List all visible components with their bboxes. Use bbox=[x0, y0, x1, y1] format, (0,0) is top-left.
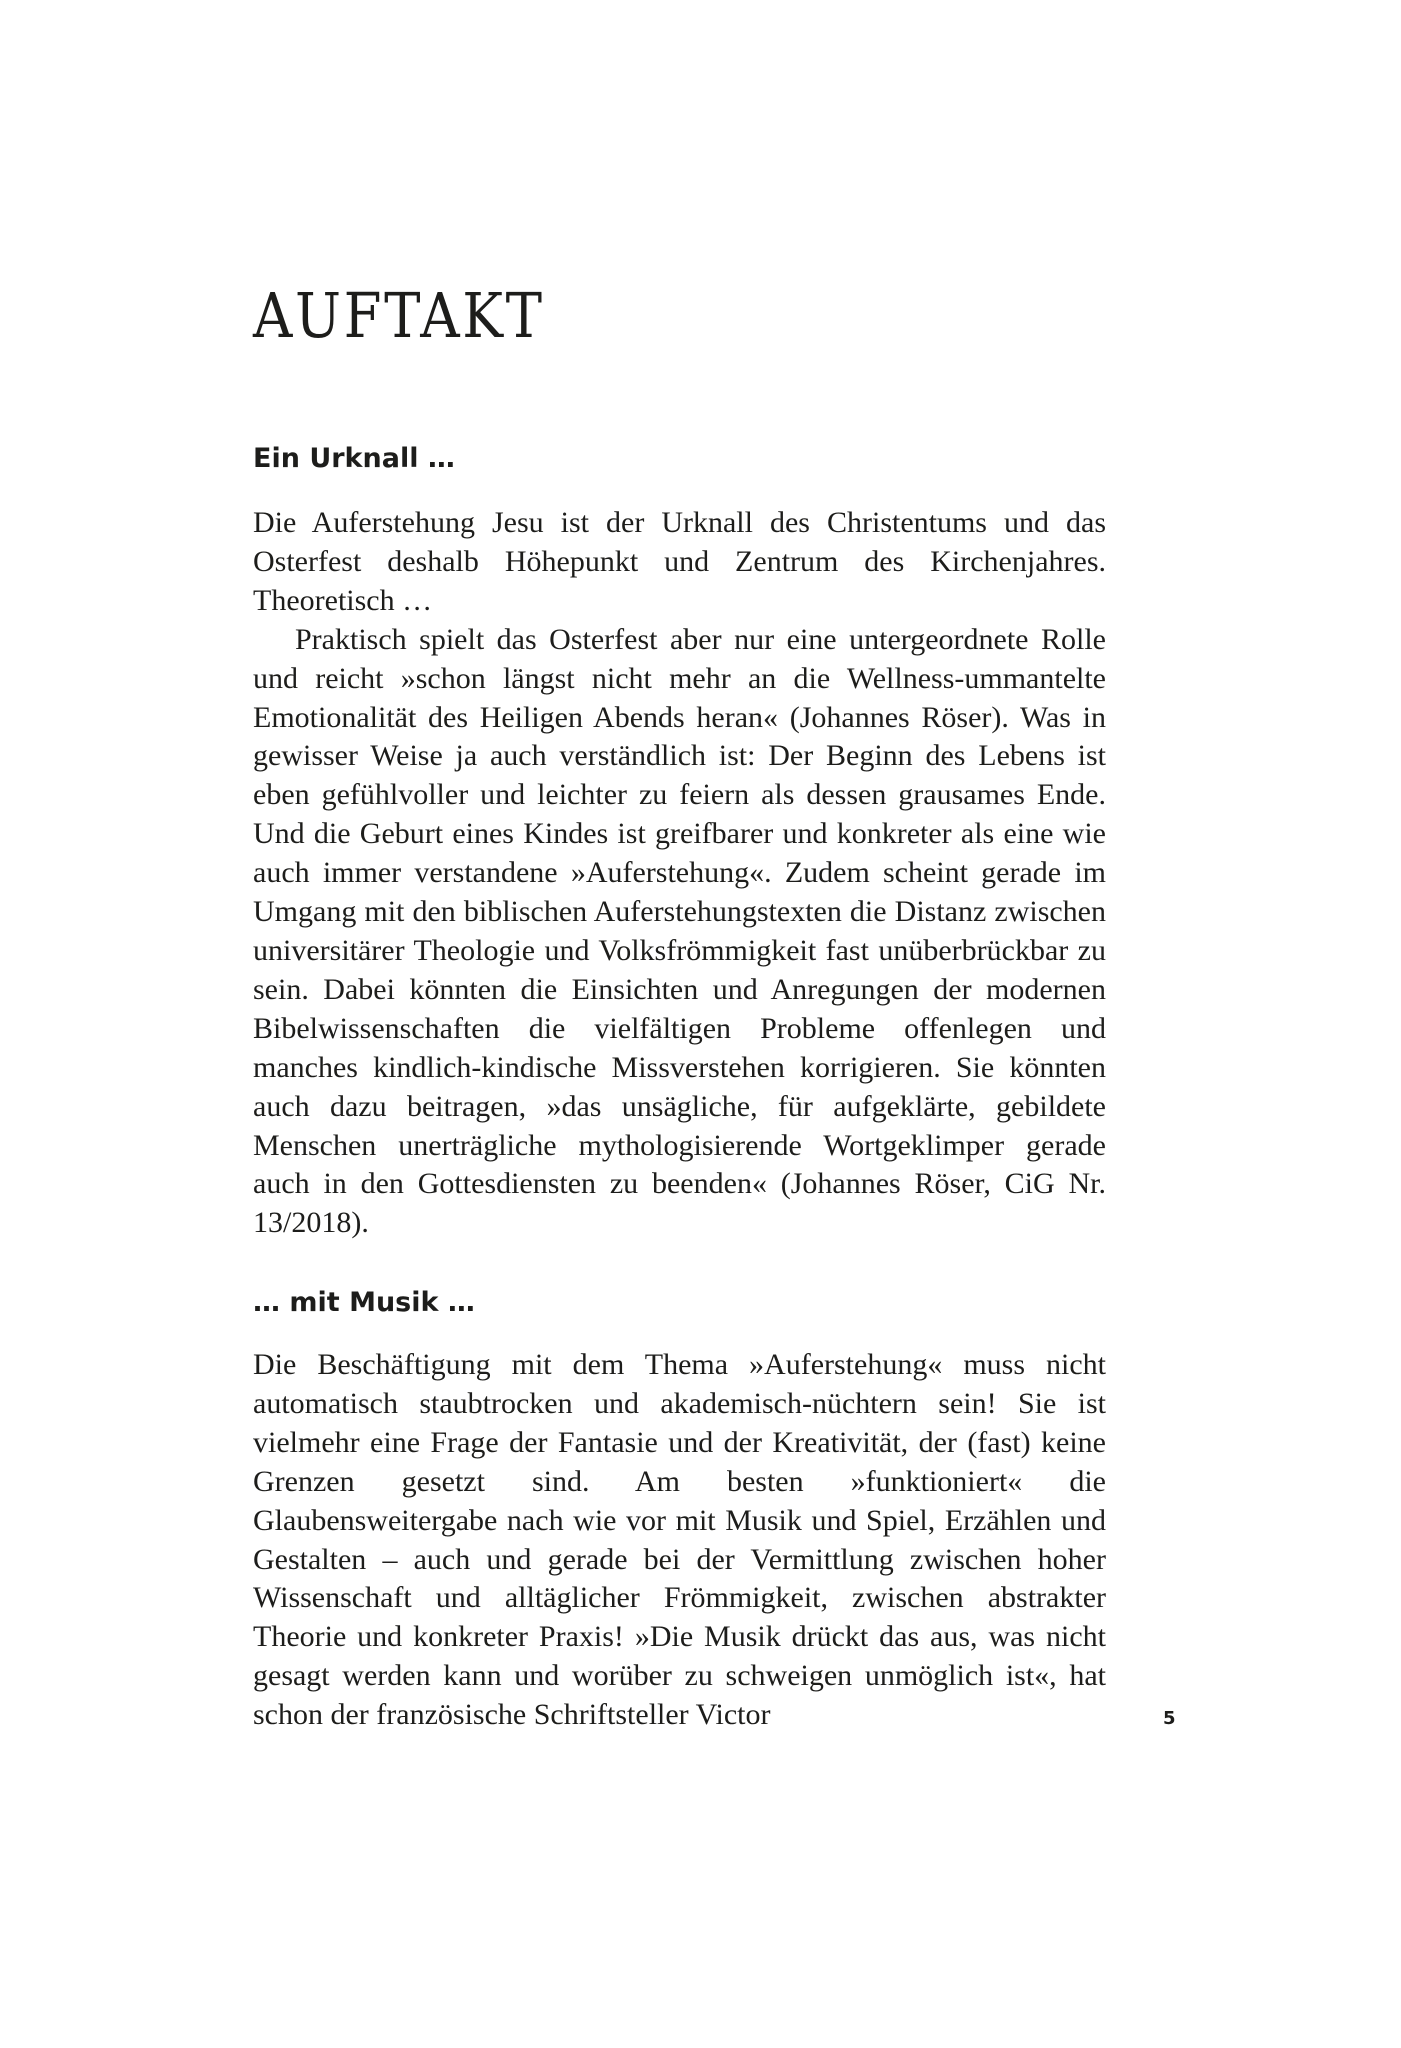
section-body-musik bbox=[253, 1346, 1106, 1735]
section-heading-urknall-wrapper bbox=[253, 445, 1106, 472]
paragraph-urknall-2: Praktisch spielt das Osterfest aber nur eine untergeordnete Rolle und reicht »schon längst nicht mehr an die Wellness-ummantelte Emotionalität des Heiligen Abends heran« (Johannes Röser). Was in gewisser Weise ja auch verständlich ist: Der Beginn des Lebens ist eben gefühlvoller und leichter zu feiern als dessen grausames Ende. Und die Geburt eines Kindes ist greifbarer und konkreter als eine wie auch immer verstandene »Auferstehung«. Zudem scheint gerade im Umgang mit den biblischen Auferstehungstexten die Distanz zwischen universitärer Theologie und Volksfrömmigkeit fast unüberbrückbar zu sein. Dabei könnten die Einsichten und Anregungen der modernen Bibelwissenschaften die vielfältigen Probleme offenlegen und manches kindlich-kindische Missverstehen korrigieren. Sie könnten auch dazu beitragen, »das unsägliche, für aufgeklärte, gebildete Menschen unerträgliche mythologisierende Wortgeklimper gerade auch in den Gottesdiensten zu beenden« (Johannes Röser, CiG Nr. 13/2018). bbox=[253, 622, 1106, 1240]
page-number: 5 bbox=[1163, 1708, 1176, 1729]
chapter-title: AUFTAKT bbox=[253, 279, 545, 352]
section-heading-musik: … mit Musik … bbox=[253, 1287, 475, 1318]
section-heading-urknall: Ein Urknall … bbox=[253, 443, 455, 474]
paragraph-musik-1: Die Beschäftigung mit dem Thema »Auferstehung« muss nicht automatisch staubtrocken und akademisch-nüchtern sein! Sie ist vielmehr eine Frage der Fantasie und der Kreativität, der (fast) keine Grenzen gesetzt sind. Am besten »funktioniert« die Glaubensweitergabe nach wie vor mit Musik und Spiel, Erzählen und Gestalten – auch und gerade bei der Vermittlung zwischen hoher Wissenschaft und alltäglicher Frömmigkeit, zwischen abstrakter Theorie und konkreter Praxis! »Die Musik drückt das aus, was nicht gesagt werden kann und worüber zu schweigen unmöglich ist«, hat schon der französische Schriftsteller Victor bbox=[253, 1348, 1106, 1732]
section-body-urknall bbox=[253, 504, 1106, 1243]
paragraph-urknall-1: Die Auferstehung Jesu ist der Urknall des Christentums und das Osterfest deshalb Höhepunkt und Zentrum des Kirchenjahres. Theoretisch … bbox=[253, 506, 1106, 617]
section-heading-musik-wrapper bbox=[253, 1289, 1106, 1316]
